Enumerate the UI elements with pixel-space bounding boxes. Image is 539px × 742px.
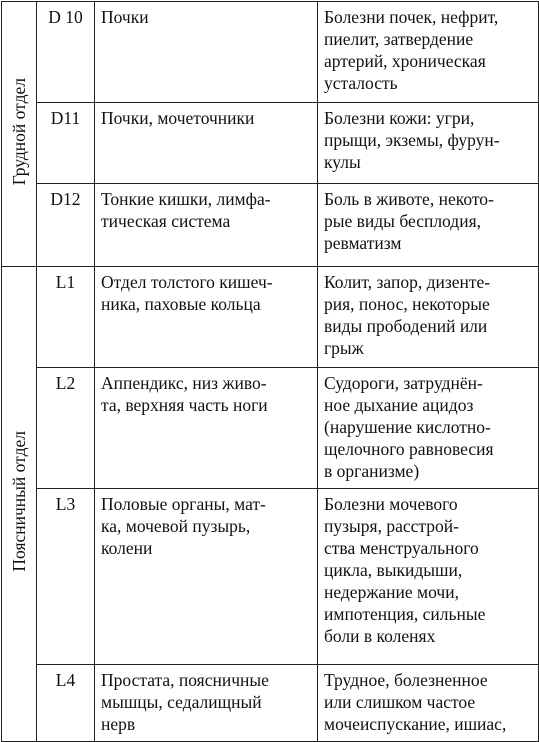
table-row: [2, 103, 539, 184]
section-label-thoracic: [2, 2, 37, 267]
cell-text-line: в организме): [324, 461, 420, 481]
cell-text-line: пиелит, затвердение: [324, 29, 474, 49]
vertebra-cell: D 10: [37, 2, 95, 103]
vertebra-cell: L2: [37, 368, 95, 489]
cell-text-line: прыщи, экземы, фурун-: [324, 130, 500, 150]
table-body: [2, 2, 539, 742]
organ-cell: [95, 2, 318, 103]
cell-text-line: (нарушение кислотно-: [324, 417, 491, 437]
cell-text-line: Простата, поясничные: [101, 670, 269, 690]
cell-text-line: пузыря, расстрой-: [324, 516, 459, 536]
cell-text-line: виды прободений или: [324, 316, 488, 336]
cell-text-line: артерий, хроническая: [324, 51, 486, 71]
cell-text-line: боли в коленях: [324, 626, 436, 646]
organ-cell: [95, 103, 318, 184]
cell-text-line: Боль в животе, некото-: [324, 189, 494, 209]
table-row: [2, 2, 539, 103]
cell-text-line: тическая система: [101, 211, 231, 231]
organ-cell: [95, 184, 318, 267]
cell-text-line: цикла, выкидыши,: [324, 560, 463, 580]
cell-text-line: кулы: [324, 152, 361, 172]
section-label-text: Поясничный отдел: [9, 431, 29, 572]
disease-cell: [318, 2, 539, 103]
cell-text-line: та, верхняя часть ноги: [101, 395, 268, 415]
table-row: [2, 665, 539, 742]
vertebra-cell: D11: [37, 103, 95, 184]
cell-text-line: Болезни почек, нефрит,: [324, 7, 499, 27]
cell-text-line: Судороги, затруднён-: [324, 373, 483, 393]
disease-cell: [318, 267, 539, 368]
organ-cell: [95, 489, 318, 665]
vertebra-cell: L3: [37, 489, 95, 665]
cell-text-line: ка, мочевой пузырь,: [101, 516, 251, 536]
section-label-lumbar: [2, 267, 37, 742]
cell-text-line: ства менструального: [324, 538, 479, 558]
vertebra-cell: D12: [37, 184, 95, 267]
cell-text-line: грыж: [324, 338, 364, 358]
disease-cell: [318, 665, 539, 742]
cell-text-line: мышцы, седалищный: [101, 692, 262, 712]
cell-text-line: Трудное, болезненное: [324, 670, 488, 690]
cell-text-line: колени: [101, 538, 153, 558]
cell-text-line: Отдел толстого кишеч-: [101, 272, 273, 292]
organ-cell: [95, 368, 318, 489]
cell-text-line: Почки: [101, 7, 149, 27]
cell-text-line: или слишком частое: [324, 692, 476, 712]
cell-text-line: Болезни кожи: угри,: [324, 108, 475, 128]
section-label-text: Грудной отдел: [9, 77, 29, 186]
cell-text-line: мочеиспускание, ишиас,: [324, 714, 507, 734]
disease-cell: [318, 489, 539, 665]
spine-organ-disease-table: [1, 1, 539, 742]
cell-text-line: Аппендикс, низ живо-: [101, 373, 267, 393]
cell-text-line: ревматизм: [324, 233, 402, 253]
cell-text-line: Тонкие кишки, лимфа-: [101, 189, 271, 209]
cell-text-line: импотенция, сильные: [324, 604, 486, 624]
cell-text-line: ника, паховые кольца: [101, 294, 261, 314]
table-row: [2, 267, 539, 368]
organ-cell: [95, 665, 318, 742]
cell-text-line: ное дыхание ацидоз: [324, 395, 474, 415]
cell-text-line: рия, понос, некоторые: [324, 294, 490, 314]
table-row: [2, 368, 539, 489]
table-row: [2, 184, 539, 267]
cell-text-line: Колит, запор, дизенте-: [324, 272, 491, 292]
cell-text-line: усталость: [324, 73, 398, 93]
vertebra-cell: L1: [37, 267, 95, 368]
cell-text-line: нерв: [101, 714, 136, 734]
cell-text-line: рые виды бесплодия,: [324, 211, 481, 231]
cell-text-line: Болезни мочевого: [324, 494, 458, 514]
disease-cell: [318, 368, 539, 489]
disease-cell: [318, 103, 539, 184]
organ-cell: [95, 267, 318, 368]
vertebra-cell: L4: [37, 665, 95, 742]
cell-text-line: недержание мочи,: [324, 582, 459, 602]
disease-cell: [318, 184, 539, 267]
cell-text-line: Почки, мочеточники: [101, 108, 255, 128]
cell-text-line: щелочного равновесия: [324, 439, 494, 459]
cell-text-line: Половые органы, мат-: [101, 494, 266, 514]
table-row: [2, 489, 539, 665]
